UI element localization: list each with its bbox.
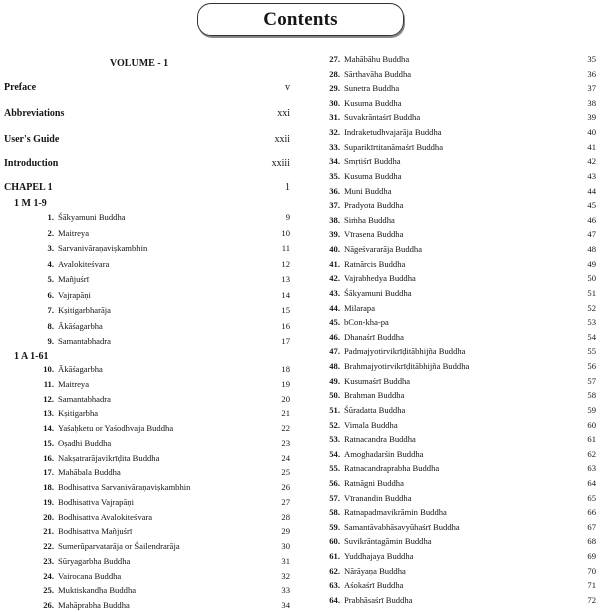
entry-title: Ratnapadmavikrāmin Buddha bbox=[344, 507, 447, 518]
entry-number: 11. bbox=[43, 378, 54, 389]
toc-entry[interactable] bbox=[314, 506, 600, 519]
entry-page: 50 bbox=[587, 273, 596, 284]
toc-entry[interactable] bbox=[314, 111, 600, 124]
front-matter-page: v bbox=[285, 82, 290, 93]
entry-title: Mahābala Buddha bbox=[58, 467, 121, 478]
toc-entry[interactable] bbox=[0, 273, 300, 286]
front-matter-entry[interactable] bbox=[4, 157, 290, 171]
front-matter-title: CHAPEL 1 bbox=[4, 182, 53, 193]
entry-page: 52 bbox=[587, 302, 596, 313]
entry-page: 17 bbox=[281, 336, 290, 346]
entry-number: 58. bbox=[329, 507, 340, 518]
entry-title: Vairocana Buddha bbox=[58, 570, 122, 581]
front-matter-title: Abbreviations bbox=[4, 108, 65, 119]
toc-entry[interactable] bbox=[0, 570, 300, 583]
entry-number: 23. bbox=[43, 555, 54, 566]
entry-title: Sunetra Buddha bbox=[344, 83, 400, 94]
entry-page: 27 bbox=[281, 496, 290, 507]
entry-title: Nārāyaṇa Buddha bbox=[344, 565, 406, 576]
front-matter-title: User's Guide bbox=[4, 134, 60, 145]
toc-entry[interactable] bbox=[0, 511, 300, 524]
entry-page: 10 bbox=[281, 227, 290, 238]
toc-entry[interactable] bbox=[0, 378, 300, 391]
entry-title: Muktiskandha Buddha bbox=[58, 585, 137, 596]
section-heading: 1 M 1-9 bbox=[14, 198, 47, 209]
entry-page: 40 bbox=[587, 127, 596, 138]
entry-page: 13 bbox=[281, 274, 290, 284]
entry-number: 55. bbox=[329, 463, 340, 474]
entry-number: 13. bbox=[43, 408, 54, 419]
toc-entry[interactable] bbox=[0, 496, 300, 509]
entry-title: Indraketudhvajarāja Buddha bbox=[344, 127, 442, 138]
entry-number: 28. bbox=[329, 68, 340, 79]
front-matter-entry[interactable] bbox=[4, 181, 290, 195]
entry-page: 62 bbox=[587, 448, 596, 459]
entry-number: 45. bbox=[329, 317, 340, 328]
toc-entry[interactable] bbox=[0, 227, 300, 240]
entry-number: 26. bbox=[43, 600, 54, 610]
entry-title: Bodhisattva Mañjuśrī bbox=[58, 526, 133, 537]
entry-page: 14 bbox=[281, 289, 290, 300]
entry-number: 32. bbox=[329, 127, 340, 138]
entry-number: 6. bbox=[47, 289, 54, 300]
entry-title: Samantabhadra bbox=[58, 393, 111, 404]
entry-page: 51 bbox=[587, 287, 596, 298]
toc-entry[interactable] bbox=[314, 419, 600, 432]
entry-title: Ratnārcis Buddha bbox=[344, 258, 406, 269]
toc-entry[interactable] bbox=[314, 97, 600, 110]
entry-title: Ratnacandra Buddha bbox=[344, 434, 416, 445]
toc-entry[interactable] bbox=[314, 345, 600, 358]
entry-page: 56 bbox=[587, 361, 596, 372]
front-matter-page: xxiii bbox=[271, 158, 290, 169]
entry-title: Maitreya bbox=[58, 227, 90, 238]
front-matter-page: xxi bbox=[277, 108, 290, 119]
toc-entry[interactable] bbox=[314, 404, 600, 417]
entry-page: 9 bbox=[285, 212, 290, 222]
entry-page: 58 bbox=[587, 390, 596, 401]
toc-entry[interactable] bbox=[314, 594, 600, 607]
entry-number: 10. bbox=[43, 364, 54, 374]
entry-page: 25 bbox=[281, 467, 290, 478]
entry-page: 61 bbox=[587, 434, 596, 445]
entry-title: Vimala Buddha bbox=[344, 419, 398, 430]
toc-entry[interactable] bbox=[314, 316, 600, 329]
entry-number: 40. bbox=[329, 244, 340, 255]
entry-page: 57 bbox=[587, 375, 596, 386]
entry-page: 35 bbox=[587, 54, 596, 64]
entry-page: 18 bbox=[281, 364, 290, 374]
front-matter-page: 1 bbox=[285, 182, 290, 193]
entry-number: 48. bbox=[329, 361, 340, 372]
entry-title: Ratnāgni Buddha bbox=[344, 477, 404, 488]
toc-entry[interactable] bbox=[314, 375, 600, 388]
section-heading: 1 A 1-61 bbox=[14, 351, 49, 362]
entry-page: 33 bbox=[281, 585, 290, 596]
toc-entry[interactable] bbox=[314, 550, 600, 563]
entry-title: Bodhisattva Vajrapāṇi bbox=[58, 496, 134, 507]
entry-number: 57. bbox=[329, 492, 340, 503]
entry-page: 65 bbox=[587, 492, 596, 503]
entry-title: Yaśaḥketu or Yaśodhvaja Buddha bbox=[58, 423, 174, 433]
toc-entry[interactable] bbox=[0, 393, 300, 406]
toc-entry[interactable] bbox=[314, 258, 600, 271]
entry-title: Śākyamuni Buddha bbox=[344, 287, 412, 298]
entry-page: 28 bbox=[281, 511, 290, 522]
toc-entry[interactable] bbox=[0, 584, 300, 597]
entry-number: 54. bbox=[329, 448, 340, 459]
entry-number: 38. bbox=[329, 214, 340, 225]
entry-title: Vīranandin Buddha bbox=[344, 492, 412, 503]
entry-page: 44 bbox=[587, 185, 596, 196]
entry-page: 48 bbox=[587, 244, 596, 255]
entry-title: Sūryagarbha Buddha bbox=[58, 555, 131, 566]
toc-entry[interactable] bbox=[0, 481, 300, 494]
entry-number: 34. bbox=[329, 156, 340, 167]
entry-number: 1. bbox=[47, 212, 54, 222]
entry-number: 12. bbox=[43, 393, 54, 404]
entry-number: 22. bbox=[43, 541, 54, 551]
entry-number: 49. bbox=[329, 375, 340, 386]
toc-entry[interactable] bbox=[0, 422, 300, 435]
toc-entry[interactable] bbox=[314, 579, 600, 592]
toc-entry[interactable] bbox=[0, 540, 300, 553]
toc-entry[interactable] bbox=[314, 53, 600, 66]
entry-title: Mañjuśrī bbox=[58, 274, 90, 284]
entry-title: Aśokaśrī Buddha bbox=[344, 580, 404, 591]
entry-page: 67 bbox=[587, 521, 596, 532]
entry-number: 14. bbox=[43, 423, 54, 433]
entry-number: 42. bbox=[329, 273, 340, 284]
entry-title: Suvikrāntagāmin Buddha bbox=[344, 536, 432, 547]
entry-page: 72 bbox=[587, 594, 596, 605]
entry-number: 19. bbox=[43, 496, 54, 507]
entry-number: 56. bbox=[329, 477, 340, 488]
entry-number: 17. bbox=[43, 467, 54, 478]
front-matter-title: Preface bbox=[4, 82, 37, 93]
entry-title: Sārthavāha Buddha bbox=[344, 68, 412, 79]
toc-entry[interactable] bbox=[314, 243, 600, 256]
entry-title: Vajrapāṇi bbox=[58, 289, 91, 300]
toc-entry[interactable] bbox=[314, 389, 600, 402]
entry-title: Nāgeśvararāja Buddha bbox=[344, 244, 423, 255]
entry-number: 63. bbox=[329, 580, 340, 591]
entry-page: 30 bbox=[281, 541, 290, 551]
entry-title: Samantabhadra bbox=[58, 336, 111, 346]
entry-page: 16 bbox=[281, 320, 290, 331]
toc-entry[interactable] bbox=[314, 82, 600, 95]
entry-title: Padmajyotirvikrīḍitābhijña Buddha bbox=[344, 346, 466, 357]
entry-page: 64 bbox=[587, 477, 596, 488]
entry-title: Samantāvabhāsavyūhaśrī Buddha bbox=[344, 521, 460, 532]
entry-title: Sarvanivāraṇaviṣkambhin bbox=[58, 243, 148, 253]
entry-number: 46. bbox=[329, 331, 340, 342]
entry-number: 59. bbox=[329, 521, 340, 532]
entry-page: 21 bbox=[281, 408, 290, 419]
entry-title: Ākāśagarbha bbox=[58, 320, 103, 331]
entry-page: 24 bbox=[281, 452, 290, 463]
entry-title: Śākyamuni Buddha bbox=[58, 212, 126, 222]
toc-entry[interactable] bbox=[314, 331, 600, 344]
entry-title: Kṣitigarbha bbox=[58, 408, 99, 419]
toc-entry[interactable] bbox=[314, 287, 600, 300]
entry-title: Bodhisattva Avalokiteśvara bbox=[58, 511, 153, 522]
entry-page: 54 bbox=[587, 331, 596, 342]
entry-title: Amoghadarśin Buddha bbox=[344, 448, 424, 459]
entry-number: 9. bbox=[47, 336, 54, 346]
toc-entry[interactable] bbox=[0, 555, 300, 568]
entry-page: 46 bbox=[587, 214, 596, 225]
entry-page: 39 bbox=[587, 112, 596, 123]
toc-entry[interactable] bbox=[314, 448, 600, 461]
entry-title: Bodhisattva Sarvanivāraṇaviṣkambhin bbox=[58, 482, 191, 492]
entry-number: 18. bbox=[43, 482, 54, 492]
entry-page: 49 bbox=[587, 258, 596, 269]
toc-entry[interactable] bbox=[314, 360, 600, 373]
entry-number: 5. bbox=[47, 274, 54, 284]
entry-title: Sumerūparvatarāja or Śailendrarāja bbox=[58, 541, 180, 551]
entry-page: 63 bbox=[587, 463, 596, 474]
entry-number: 8. bbox=[47, 320, 54, 331]
entry-title: Vajrabhedya Buddha bbox=[344, 273, 416, 284]
entry-number: 62. bbox=[329, 565, 340, 576]
entry-number: 64. bbox=[329, 594, 340, 605]
front-matter-page: xxii bbox=[274, 134, 290, 145]
entry-number: 21. bbox=[43, 526, 54, 537]
entry-number: 31. bbox=[329, 112, 340, 123]
entry-title: Maitreya bbox=[58, 378, 90, 389]
entry-number: 50. bbox=[329, 390, 340, 401]
entry-page: 19 bbox=[281, 378, 290, 389]
entry-page: 66 bbox=[587, 507, 596, 518]
toc-entry[interactable] bbox=[0, 335, 300, 348]
entry-number: 7. bbox=[47, 305, 54, 315]
entry-number: 16. bbox=[43, 452, 54, 463]
entry-page: 53 bbox=[587, 317, 596, 328]
entry-number: 41. bbox=[329, 258, 340, 269]
entry-number: 25. bbox=[43, 585, 54, 596]
entry-title: bCon-kha-pa bbox=[344, 317, 389, 328]
toc-entry[interactable] bbox=[314, 492, 600, 505]
volume-heading: VOLUME - 1 bbox=[110, 58, 169, 69]
entry-number: 2. bbox=[47, 227, 54, 238]
entry-page: 45 bbox=[587, 200, 596, 211]
toc-entry[interactable] bbox=[0, 466, 300, 479]
entry-page: 70 bbox=[587, 565, 596, 576]
entry-number: 35. bbox=[329, 170, 340, 181]
entry-number: 29. bbox=[329, 83, 340, 94]
toc-entry[interactable] bbox=[0, 211, 300, 224]
entry-title: Oṣadhi Buddha bbox=[58, 437, 112, 448]
entry-number: 44. bbox=[329, 302, 340, 313]
entry-number: 24. bbox=[43, 570, 54, 581]
entry-page: 23 bbox=[281, 437, 290, 448]
entry-title: Suparikīrtitanāmaśrī Buddha bbox=[344, 141, 444, 152]
entry-page: 55 bbox=[587, 346, 596, 357]
toc-entry[interactable] bbox=[0, 258, 300, 271]
entry-page: 41 bbox=[587, 141, 596, 152]
toc-entry[interactable] bbox=[314, 462, 600, 475]
entry-title: Yuddhajaya Buddha bbox=[344, 551, 414, 562]
entry-title: Prabhāsaśrī Buddha bbox=[344, 594, 413, 605]
entry-page: 26 bbox=[281, 482, 290, 492]
entry-title: Kusuma Buddha bbox=[344, 97, 402, 108]
entry-page: 60 bbox=[587, 419, 596, 430]
toc-entry[interactable] bbox=[314, 155, 600, 168]
entry-number: 39. bbox=[329, 229, 340, 240]
entry-page: 71 bbox=[587, 580, 596, 591]
entry-page: 69 bbox=[587, 551, 596, 562]
toc-entry[interactable] bbox=[0, 289, 300, 302]
entry-title: Kṣitigarbharāja bbox=[58, 305, 111, 315]
toc-entry[interactable] bbox=[0, 242, 300, 255]
front-matter-entry[interactable] bbox=[4, 81, 290, 95]
entry-title: Suvakrāntaśrī Buddha bbox=[344, 112, 421, 123]
contents-title-box bbox=[197, 3, 404, 36]
toc-entry[interactable] bbox=[314, 272, 600, 285]
entry-title: Avalokiteśvara bbox=[58, 258, 110, 269]
entry-number: 52. bbox=[329, 419, 340, 430]
toc-entry[interactable] bbox=[314, 141, 600, 154]
entry-title: Dhanaśrī Buddha bbox=[344, 331, 404, 342]
entry-number: 27. bbox=[329, 54, 340, 64]
toc-entry[interactable] bbox=[314, 228, 600, 241]
entry-number: 3. bbox=[47, 243, 54, 253]
toc-entry[interactable] bbox=[314, 185, 600, 198]
toc-entry[interactable] bbox=[314, 302, 600, 315]
entry-number: 53. bbox=[329, 434, 340, 445]
toc-entry[interactable] bbox=[0, 304, 300, 317]
entry-page: 22 bbox=[281, 423, 290, 433]
toc-entry[interactable] bbox=[314, 199, 600, 212]
entry-page: 11 bbox=[281, 243, 290, 253]
toc-entry[interactable] bbox=[314, 433, 600, 446]
entry-number: 43. bbox=[329, 287, 340, 298]
entry-page: 32 bbox=[281, 570, 290, 581]
entry-number: 15. bbox=[43, 437, 54, 448]
toc-entry[interactable] bbox=[314, 214, 600, 227]
toc-entry[interactable] bbox=[314, 535, 600, 548]
entry-number: 20. bbox=[43, 511, 54, 522]
toc-entry[interactable] bbox=[0, 363, 300, 376]
toc-entry[interactable] bbox=[314, 521, 600, 534]
toc-entry[interactable] bbox=[314, 68, 600, 81]
entry-title: Kusuma Buddha bbox=[344, 170, 402, 181]
toc-entry[interactable] bbox=[314, 477, 600, 490]
entry-number: 47. bbox=[329, 346, 340, 357]
entry-page: 31 bbox=[281, 555, 290, 566]
toc-entry[interactable] bbox=[0, 525, 300, 538]
entry-title: Śūradatta Buddha bbox=[344, 404, 406, 415]
entry-page: 37 bbox=[587, 83, 596, 94]
entry-number: 37. bbox=[329, 200, 340, 211]
entry-title: Kusumaśrī Buddha bbox=[344, 375, 411, 386]
entry-page: 15 bbox=[281, 305, 290, 315]
entry-page: 42 bbox=[587, 156, 596, 167]
entry-page: 43 bbox=[587, 170, 596, 181]
page-title: Contents bbox=[263, 8, 338, 30]
entry-number: 33. bbox=[329, 141, 340, 152]
entry-title: Muni Buddha bbox=[344, 185, 392, 196]
entry-title: Brahman Buddha bbox=[344, 390, 405, 401]
front-matter-entry[interactable] bbox=[4, 133, 290, 147]
entry-page: 12 bbox=[281, 258, 290, 269]
entry-title: Vīrasena Buddha bbox=[344, 229, 404, 240]
front-matter-entry[interactable] bbox=[4, 107, 290, 121]
entry-title: Ratnacandraprabha Buddha bbox=[344, 463, 440, 474]
entry-title: Mahāprabha Buddha bbox=[58, 600, 130, 610]
entry-page: 38 bbox=[587, 97, 596, 108]
toc-entry[interactable] bbox=[314, 170, 600, 183]
toc-entry[interactable] bbox=[0, 452, 300, 465]
entry-page: 47 bbox=[587, 229, 596, 240]
entry-title: Siṁha Buddha bbox=[344, 214, 395, 225]
entry-number: 30. bbox=[329, 97, 340, 108]
toc-entry[interactable] bbox=[0, 320, 300, 333]
entry-number: 36. bbox=[329, 185, 340, 196]
entry-title: Pradyota Buddha bbox=[344, 200, 404, 211]
entry-title: Ākāśagarbha bbox=[58, 364, 103, 374]
entry-page: 34 bbox=[281, 600, 290, 610]
entry-page: 29 bbox=[281, 526, 290, 537]
toc-entry[interactable] bbox=[0, 437, 300, 450]
entry-title: Nakṣatrarājavikrīḍita Buddha bbox=[58, 452, 160, 463]
toc-entry[interactable] bbox=[314, 126, 600, 139]
entry-title: Mahābāhu Buddha bbox=[344, 54, 410, 64]
entry-number: 51. bbox=[329, 404, 340, 415]
toc-entry[interactable] bbox=[0, 407, 300, 420]
entry-title: Brahmajyotirvikrīḍitābhijña Buddha bbox=[344, 361, 470, 372]
toc-entry[interactable] bbox=[314, 565, 600, 578]
entry-page: 68 bbox=[587, 536, 596, 547]
entry-number: 61. bbox=[329, 551, 340, 562]
entry-title: Smṛtiśrī Buddha bbox=[344, 156, 401, 167]
entry-page: 59 bbox=[587, 404, 596, 415]
entry-page: 36 bbox=[587, 68, 596, 79]
entry-number: 4. bbox=[47, 258, 54, 269]
entry-page: 20 bbox=[281, 393, 290, 404]
entry-title: Milarapa bbox=[344, 302, 376, 313]
front-matter-title: Introduction bbox=[4, 158, 59, 169]
entry-number: 60. bbox=[329, 536, 340, 547]
